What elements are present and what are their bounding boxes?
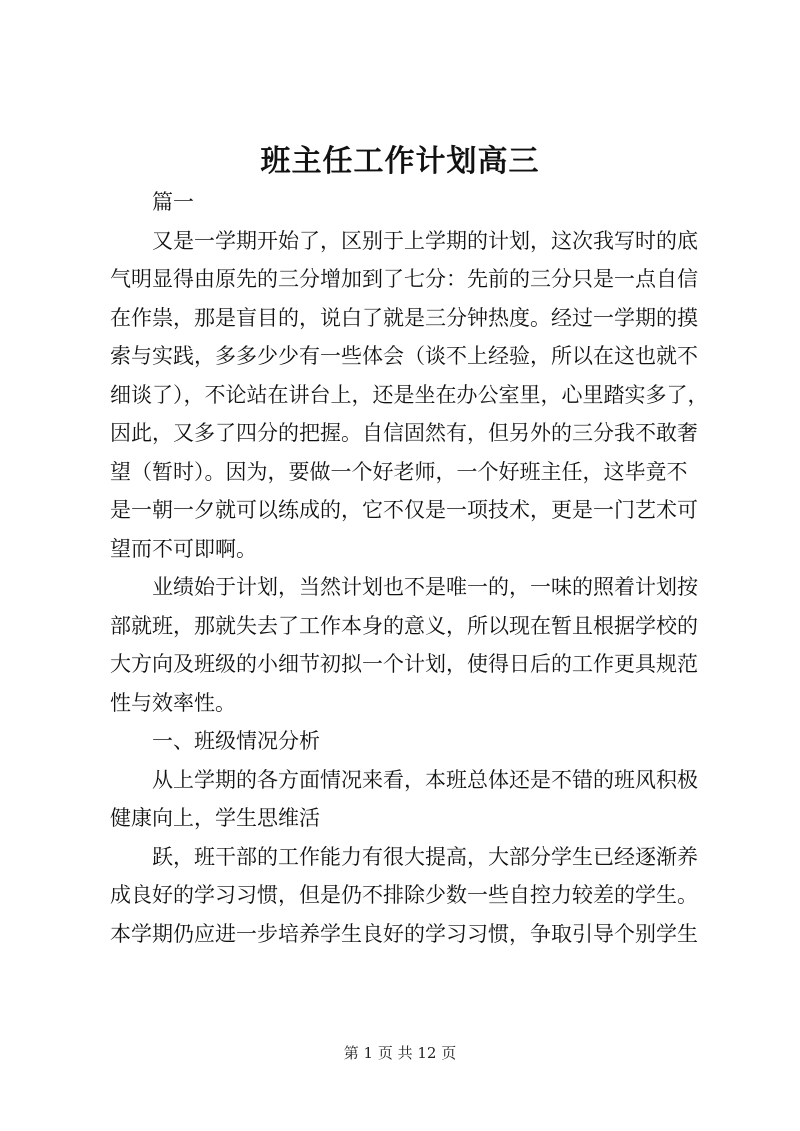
body-line: 部就班，那就失去了工作本身的意义，所以现在暂且根据学校的 bbox=[110, 613, 698, 638]
body-line: 是一朝一夕就可以练成的，它不仅是一项技术，更是一门艺术可 bbox=[110, 498, 698, 522]
body-line: 细谈了），不论站在讲台上，还是坐在办公室里，心里踏实多了， bbox=[110, 382, 709, 407]
body-line: 在作祟，那是盲目的，说白了就是三分钟热度。经过一学期的摸 bbox=[110, 305, 698, 330]
body-line: 性与效率性。 bbox=[110, 690, 236, 715]
document-body bbox=[110, 183, 709, 953]
body-line: 望而不可即啊。 bbox=[110, 536, 257, 561]
page-footer: 第 1 页 共 12 页 bbox=[343, 1044, 457, 1062]
body-line: 篇一 bbox=[152, 190, 194, 214]
body-line: 索与实践，多多少少有一些体会（谈不上经验，所以在这也就不 bbox=[110, 344, 698, 368]
body-line: 健康向上，学生思维活 bbox=[110, 806, 320, 830]
body-line: 本学期仍应进一步培养学生良好的学习习惯，争取引导个别学生 bbox=[110, 921, 698, 946]
body-line: 成良好的学习习惯，但是仍不排除少数一些自控力较差的学生。 bbox=[110, 883, 698, 907]
body-line: 一、班级情况分析 bbox=[152, 729, 320, 753]
body-line: 从上学期的各方面情况来看，本班总体还是不错的班风积极 bbox=[152, 767, 698, 792]
body-line: 因此，又多了四分的把握。自信固然有，但另外的三分我不敢奢 bbox=[110, 421, 698, 445]
body-line: 又是一学期开始了，区别于上学期的计划，这次我写时的底 bbox=[152, 228, 698, 253]
body-line: 望（暂时）。因为，要做一个好老师，一个好班主任，这毕竟不 bbox=[110, 459, 688, 484]
body-line: 业绩始于计划，当然计划也不是唯一的，一味的照着计划按 bbox=[152, 575, 698, 599]
body-line: 大方向及班级的小细节初拟一个计划，使得日后的工作更具规范 bbox=[110, 652, 698, 676]
document-title: 班主任工作计划高三 bbox=[260, 144, 540, 179]
body-line: 气明显得由原先的三分增加到了七分：先前的三分只是一点自信 bbox=[110, 267, 698, 291]
body-line: 跃，班干部的工作能力有很大提高，大部分学生已经逐渐养 bbox=[152, 844, 698, 869]
